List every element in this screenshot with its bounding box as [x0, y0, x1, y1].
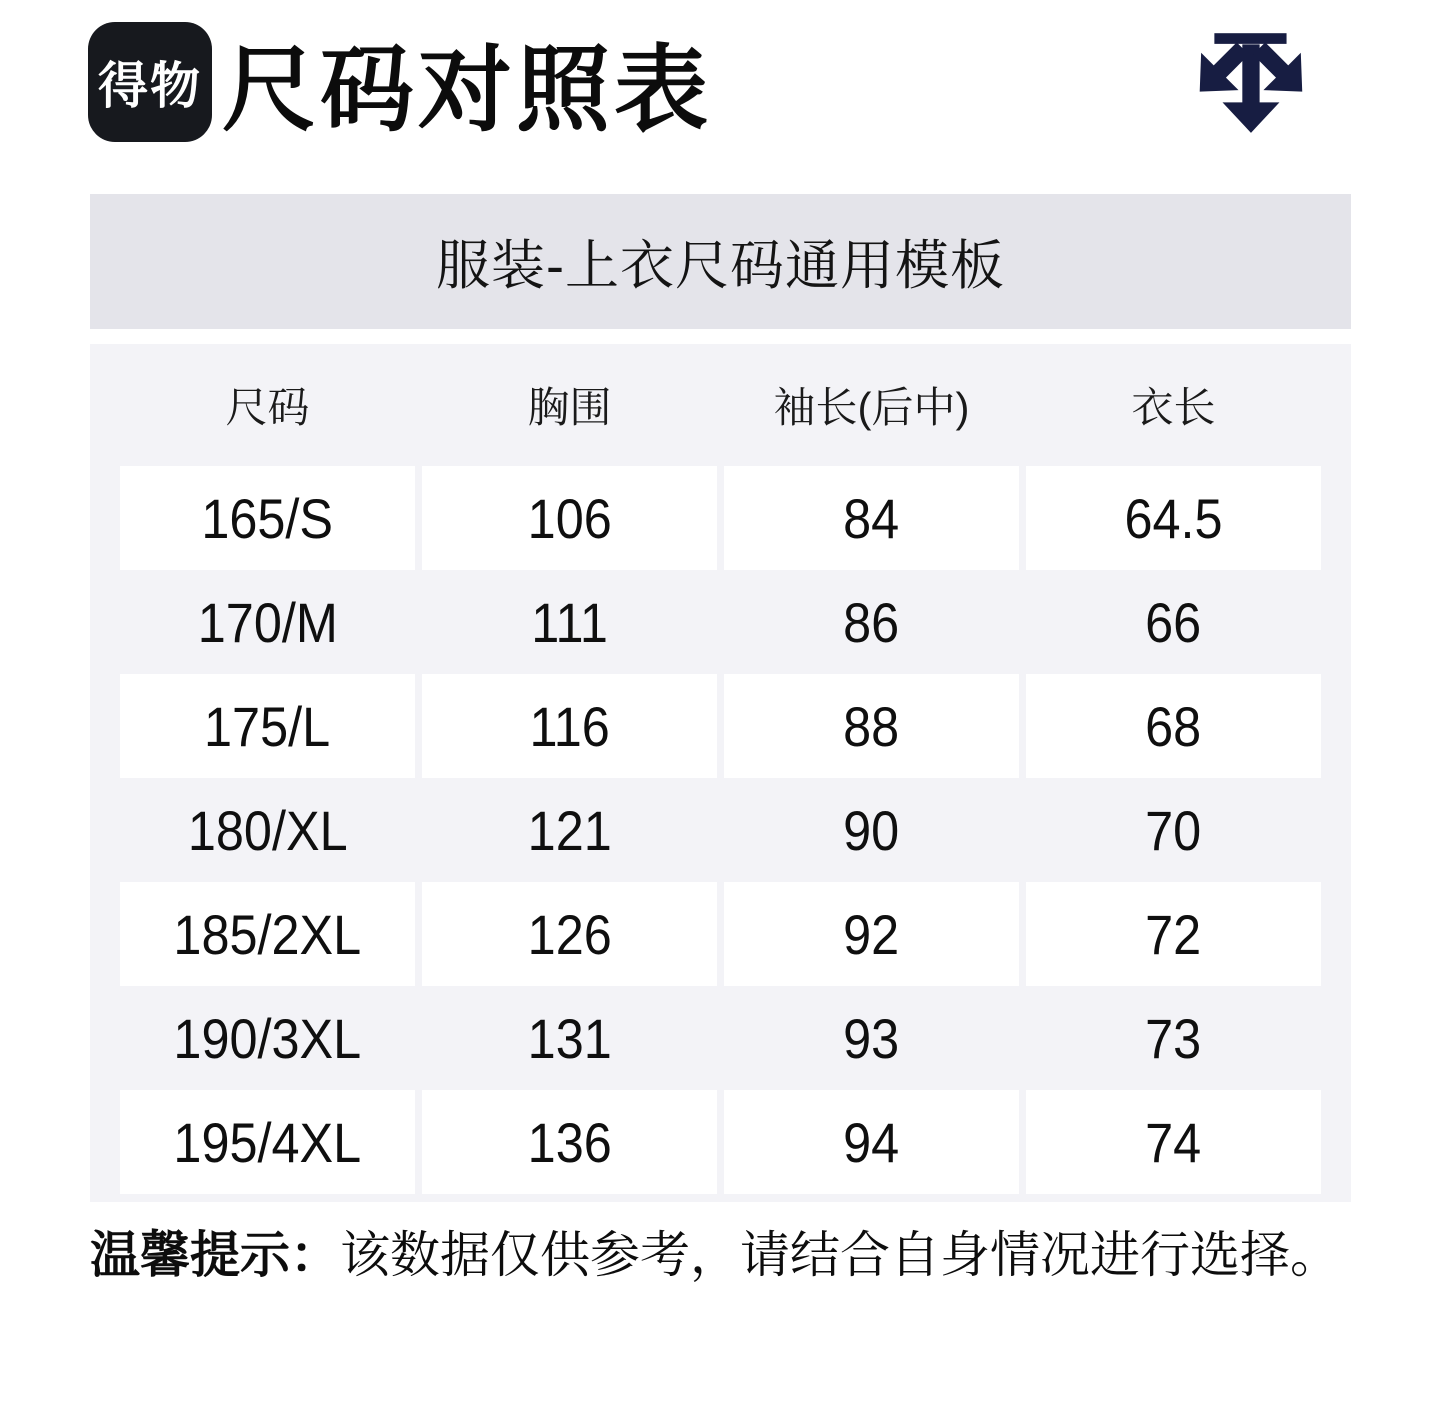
table-cell: 94 — [724, 1090, 1019, 1194]
table-cell: 106 — [422, 466, 717, 570]
table-cell: 73 — [1145, 1006, 1202, 1070]
table-row — [120, 882, 1321, 986]
table-row — [120, 1090, 1321, 1194]
logo-top-bar — [1214, 33, 1286, 44]
table-cell: 72 — [1026, 882, 1321, 986]
table-cell: 64.5 — [1026, 466, 1321, 570]
column-header: 袖长(后中) — [773, 384, 970, 431]
table-body — [120, 466, 1321, 1194]
table-cell: 185/2XL — [120, 882, 415, 986]
table-cell: 68 — [1026, 674, 1321, 778]
table-cell: 180/XL — [187, 798, 348, 862]
column-header: 尺码 — [225, 384, 310, 431]
table-cell: 92 — [724, 882, 1019, 986]
tip-text: 该数据仅供参考，请结合自身情况进行选择。 — [340, 1227, 1340, 1283]
table-cell: 170/M — [197, 590, 338, 654]
table-row — [120, 778, 1321, 882]
template-banner — [90, 194, 1351, 329]
dewu-logo — [88, 22, 212, 142]
table-row — [120, 674, 1321, 778]
table-cell: 126 — [422, 882, 717, 986]
column-header: 胸围 — [527, 384, 612, 431]
table-cell: 136 — [422, 1090, 717, 1194]
template-banner-title: 服装-上衣尺码通用模板 — [436, 236, 1005, 296]
column-header: 衣长 — [1131, 384, 1216, 431]
descente-arrow-logo-icon — [1192, 24, 1314, 140]
table-cell: 111 — [531, 590, 608, 654]
size-table — [90, 344, 1351, 1202]
table-cell: 93 — [843, 1006, 900, 1070]
table-cell: 116 — [422, 674, 717, 778]
table-row — [120, 466, 1321, 570]
page-title: 尺码对照表 — [222, 37, 713, 142]
footer-tip — [90, 1224, 1380, 1287]
table-cell: 74 — [1026, 1090, 1321, 1194]
table-cell: 131 — [527, 1006, 612, 1070]
table-cell: 195/4XL — [120, 1090, 415, 1194]
table-header-row — [120, 344, 1321, 466]
table-row — [120, 986, 1321, 1090]
dewu-logo-text: 得物 — [98, 58, 202, 114]
table-cell: 165/S — [120, 466, 415, 570]
table-cell: 190/3XL — [173, 1006, 362, 1070]
table-cell: 175/L — [120, 674, 415, 778]
table-cell: 121 — [527, 798, 612, 862]
table-cell: 84 — [724, 466, 1019, 570]
table-row — [120, 570, 1321, 674]
table-cell: 88 — [724, 674, 1019, 778]
table-cell: 66 — [1145, 590, 1202, 654]
table-cell: 70 — [1145, 798, 1202, 862]
table-cell: 86 — [843, 590, 900, 654]
table-cell: 90 — [843, 798, 900, 862]
tip-label: 温馨提示： — [90, 1227, 340, 1283]
